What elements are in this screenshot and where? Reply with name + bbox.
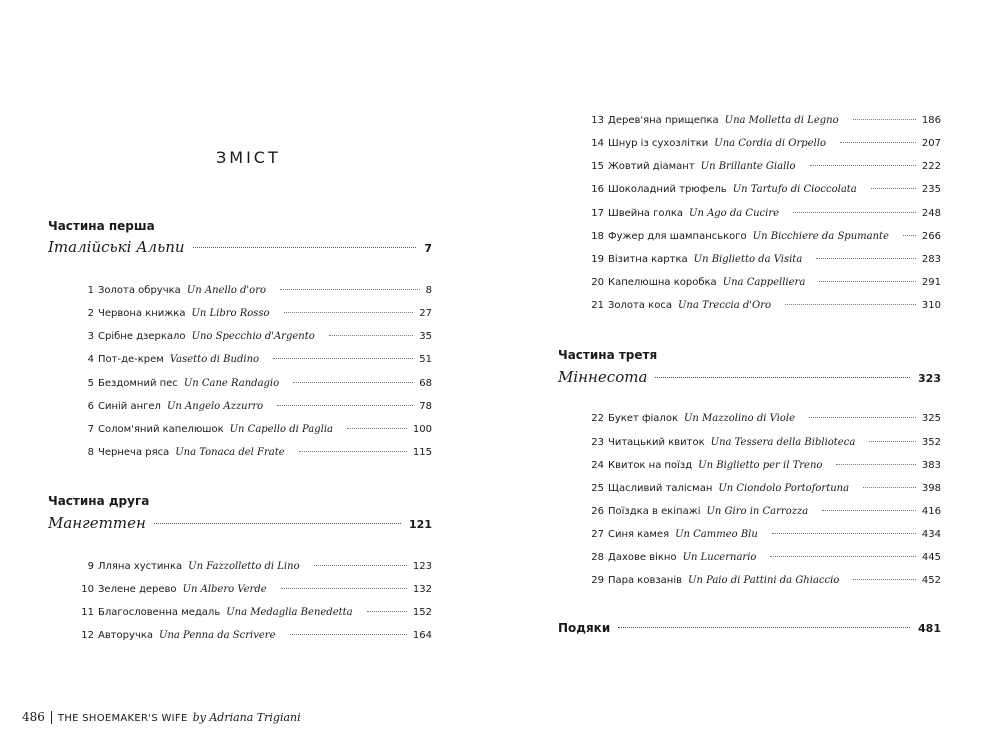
leader-dots [277, 405, 413, 406]
chapter-entry[interactable] [590, 138, 941, 154]
chapter-entry[interactable] [590, 460, 941, 476]
chapter-page-number: 325 [921, 413, 941, 424]
part-entry[interactable] [558, 368, 941, 388]
chapter-title-italian: Un Cammeo Blu [675, 529, 758, 540]
chapter-title-ukrainian: Синя камея [608, 529, 670, 540]
chapter-title-italian: Un Anello d'oro [186, 285, 267, 296]
chapter-number: 8 [87, 447, 94, 458]
chapter-entry[interactable] [80, 331, 432, 347]
chapter-page-number: 78 [419, 401, 432, 412]
chapter-title-italian: Vasetto di Budino [169, 354, 260, 365]
chapter-number: 21 [591, 300, 604, 311]
leader-dots [290, 634, 407, 635]
chapter-page-number: 35 [419, 331, 432, 342]
leader-dots [273, 358, 413, 359]
chapter-entry[interactable] [590, 231, 941, 247]
chapter-number: 15 [591, 161, 604, 172]
chapter-title-ukrainian: Шоколадний трюфель [608, 184, 727, 195]
chapter-number: 4 [87, 354, 94, 365]
footer-page-number: 486 [22, 710, 45, 724]
chapter-entry[interactable] [80, 401, 432, 417]
chapter-title-italian: Un Mazzolino di Viole [683, 413, 795, 424]
chapter-number: 24 [591, 460, 604, 471]
chapter-number: 1 [87, 285, 94, 296]
chapter-page-number: 398 [921, 483, 941, 494]
leader-dots [836, 464, 916, 465]
chapter-entry[interactable] [590, 483, 941, 499]
chapter-title-ukrainian: Щасливий талісман [608, 483, 713, 494]
chapter-title-italian: Un Ago da Cucire [689, 208, 780, 219]
leader-dots [314, 565, 407, 566]
chapter-page-number: 235 [921, 184, 941, 195]
leader-dots [869, 441, 916, 442]
leader-dots [618, 627, 910, 628]
chapter-title-italian: Un Giro in Carrozza [706, 506, 809, 517]
leader-dots [853, 579, 916, 580]
chapter-title-ukrainian: Чернеча ряса [98, 447, 170, 458]
chapter-entry[interactable] [80, 584, 432, 600]
chapter-title-italian: Una Tessera della Biblioteca [710, 437, 856, 448]
leader-dots [772, 533, 916, 534]
chapter-page-number: 266 [921, 231, 941, 242]
leader-dots [853, 119, 916, 120]
chapter-title-ukrainian: Авторучка [98, 630, 154, 641]
chapter-number: 26 [591, 506, 604, 517]
leader-dots [793, 212, 916, 213]
chapter-page-number: 164 [412, 630, 432, 641]
acknowledgments-page-number: 481 [918, 622, 941, 635]
chapter-title-ukrainian: Шнур із сухозлітки [608, 138, 709, 149]
leader-dots [822, 510, 916, 511]
chapter-number: 2 [87, 308, 94, 319]
chapter-page-number: 8 [425, 285, 432, 296]
chapter-page-number: 27 [419, 308, 432, 319]
chapter-entry[interactable] [590, 300, 941, 316]
leader-dots [770, 556, 916, 557]
chapter-entry[interactable] [590, 208, 941, 224]
chapter-title-italian: Uno Specchio d'Argento [191, 331, 315, 342]
chapter-page-number: 434 [921, 529, 941, 540]
chapter-title-italian: Un Libro Rosso [191, 308, 270, 319]
chapter-title-ukrainian: Солом'яний капелюшок [98, 424, 224, 435]
part-name: Міннесота [558, 368, 648, 386]
chapter-title-ukrainian: Благословенна медаль [98, 607, 221, 618]
chapter-title-italian: Un Angelo Azzurro [166, 401, 264, 412]
chapter-entry[interactable] [80, 561, 432, 577]
chapter-title-ukrainian: Читацький квиток [608, 437, 705, 448]
chapter-entry[interactable] [80, 285, 432, 301]
chapter-page-number: 115 [412, 447, 432, 458]
leader-dots [785, 304, 916, 305]
leader-dots [193, 247, 417, 248]
chapter-number: 3 [87, 331, 94, 342]
chapter-entry[interactable] [80, 607, 432, 623]
chapter-page-number: 283 [921, 254, 941, 265]
chapter-title-italian: Una Medaglia Benedetta [226, 607, 353, 618]
chapter-title-ukrainian: Швейна голка [608, 208, 684, 219]
chapter-title-italian: Una Cappelliera [722, 277, 806, 288]
chapter-entry[interactable] [590, 184, 941, 200]
chapter-title-italian: Una Cordia di Orpello [714, 138, 826, 149]
chapter-title-ukrainian: Фужер для шампанського [608, 231, 747, 242]
chapter-title-italian: Un Ciondolo Portofortuna [718, 483, 850, 494]
chapter-entry[interactable] [590, 413, 941, 429]
chapter-number: 6 [87, 401, 94, 412]
chapter-title-ukrainian: Бездомний пес [98, 378, 178, 389]
chapter-title-italian: Una Tonaca del Frate [175, 447, 285, 458]
chapter-title-ukrainian: Срібне дзеркало [98, 331, 186, 342]
chapter-title-italian: Un Biglietto per il Treno [698, 460, 823, 471]
chapter-entry[interactable] [590, 575, 941, 591]
chapter-number: 28 [591, 552, 604, 563]
chapter-title-ukrainian: Капелюшна коробка [608, 277, 717, 288]
chapter-title-italian: Un Lucernario [682, 552, 757, 563]
chapter-number: 29 [591, 575, 604, 586]
leader-dots [840, 142, 916, 143]
chapter-page-number: 132 [412, 584, 432, 595]
chapter-title-italian: Un Fazzolletto di Lino [188, 561, 300, 572]
chapter-page-number: 51 [419, 354, 432, 365]
chapter-page-number: 222 [921, 161, 941, 172]
chapter-title-ukrainian: Пот-де-крем [98, 354, 164, 365]
chapter-number: 13 [591, 115, 604, 126]
chapter-number: 10 [81, 584, 94, 595]
chapter-number: 20 [591, 277, 604, 288]
chapter-title-italian: Una Treccia d'Oro [677, 300, 772, 311]
chapter-page-number: 445 [921, 552, 941, 563]
leader-dots [655, 377, 910, 378]
chapter-page-number: 383 [921, 460, 941, 471]
chapter-title-ukrainian: Золота коса [608, 300, 672, 311]
chapter-title-ukrainian: Квиток на поїзд [608, 460, 693, 471]
part-label: Частина друга [48, 494, 150, 508]
leader-dots [809, 417, 916, 418]
chapter-title-ukrainian: Дахове вікно [608, 552, 677, 563]
chapter-page-number: 416 [921, 506, 941, 517]
leader-dots [281, 588, 407, 589]
leader-dots [154, 523, 401, 524]
chapter-title-ukrainian: Дерев'яна прищепка [608, 115, 719, 126]
leader-dots [329, 335, 413, 336]
leader-dots [299, 451, 407, 452]
chapter-title-italian: Un Paio di Pattini da Ghiaccio [688, 575, 840, 586]
chapter-number: 23 [591, 437, 604, 448]
chapter-title-italian: Un Biglietto da Visita [693, 254, 803, 265]
chapter-title-italian: Un Cane Randagio [183, 378, 280, 389]
chapter-entry[interactable] [80, 308, 432, 324]
chapter-page-number: 152 [412, 607, 432, 618]
acknowledgments-entry[interactable] [558, 621, 941, 641]
leader-dots [347, 428, 407, 429]
chapter-number: 25 [591, 483, 604, 494]
chapter-number: 16 [591, 184, 604, 195]
chapter-entry[interactable] [590, 506, 941, 522]
leader-dots [280, 289, 420, 290]
chapter-entry[interactable] [80, 630, 432, 646]
chapter-title-ukrainian: Візитна картка [608, 254, 688, 265]
chapter-entry[interactable] [590, 437, 941, 453]
chapter-number: 27 [591, 529, 604, 540]
chapter-page-number: 248 [921, 208, 941, 219]
part-entry[interactable] [48, 238, 432, 258]
footer-byline: by Adriana Trigiani [192, 711, 301, 724]
page-title: ЗМІСТ [216, 148, 281, 167]
chapter-number: 5 [87, 378, 94, 389]
chapter-title-italian: Un Albero Verde [182, 584, 267, 595]
chapter-title-ukrainian: Золота обручка [98, 285, 181, 296]
chapter-entry[interactable] [590, 161, 941, 177]
part-label: Частина третя [558, 348, 658, 362]
chapter-page-number: 68 [419, 378, 432, 389]
leader-dots [871, 188, 916, 189]
part-entry[interactable] [48, 514, 432, 534]
leader-dots [819, 281, 916, 282]
chapter-entry[interactable] [590, 552, 941, 568]
chapter-number: 7 [87, 424, 94, 435]
chapter-page-number: 100 [412, 424, 432, 435]
chapter-title-ukrainian: Синій ангел [98, 401, 161, 412]
chapter-entry[interactable] [590, 115, 941, 131]
chapter-number: 14 [591, 138, 604, 149]
leader-dots [903, 235, 916, 236]
chapter-page-number: 123 [412, 561, 432, 572]
chapter-number: 19 [591, 254, 604, 265]
footer-divider [51, 711, 52, 724]
part-page-number: 121 [409, 518, 432, 531]
part-page-number: 7 [424, 242, 432, 255]
leader-dots [293, 382, 413, 383]
chapter-title-italian: Una Molletta di Legno [724, 115, 839, 126]
chapter-title-ukrainian: Червона книжка [98, 308, 186, 319]
chapter-number: 9 [87, 561, 94, 572]
part-label: Частина перша [48, 219, 155, 233]
chapter-entry[interactable] [80, 447, 432, 463]
chapter-title-italian: Una Penna da Scrivere [159, 630, 276, 641]
chapter-page-number: 186 [921, 115, 941, 126]
chapter-entry[interactable] [80, 378, 432, 394]
chapter-title-ukrainian: Поїздка в екіпажі [608, 506, 701, 517]
chapter-entry[interactable] [590, 277, 941, 293]
acknowledgments-label: Подяки [558, 621, 611, 635]
part-name: Італійські Альпи [48, 238, 185, 256]
chapter-entry[interactable] [590, 254, 941, 270]
chapter-title-ukrainian: Лляна хустинка [98, 561, 183, 572]
chapter-page-number: 452 [921, 575, 941, 586]
chapter-entry[interactable] [80, 354, 432, 370]
chapter-title-italian: Un Tartufo di Cioccolata [732, 184, 857, 195]
chapter-number: 17 [591, 208, 604, 219]
leader-dots [284, 312, 414, 313]
leader-dots [810, 165, 916, 166]
footer-book-title: THE SHOEMAKER'S WIFE [57, 713, 188, 724]
leader-dots [367, 611, 407, 612]
part-page-number: 323 [918, 372, 941, 385]
page-footer [22, 710, 301, 724]
chapter-title-ukrainian: Пара ковзанів [608, 575, 683, 586]
chapter-title-ukrainian: Жовтий діамант [608, 161, 695, 172]
chapter-title-ukrainian: Букет фіалок [608, 413, 678, 424]
chapter-page-number: 352 [921, 437, 941, 448]
chapter-entry[interactable] [590, 529, 941, 545]
chapter-page-number: 207 [921, 138, 941, 149]
part-name: Мангеттен [48, 514, 146, 532]
chapter-page-number: 291 [921, 277, 941, 288]
leader-dots [863, 487, 916, 488]
chapter-title-italian: Un Bicchiere da Spumante [752, 231, 889, 242]
leader-dots [816, 258, 916, 259]
chapter-page-number: 310 [921, 300, 941, 311]
chapter-number: 22 [591, 413, 604, 424]
chapter-number: 12 [81, 630, 94, 641]
chapter-title-italian: Un Brillante Giallo [700, 161, 796, 172]
chapter-entry[interactable] [80, 424, 432, 440]
chapter-number: 11 [81, 607, 94, 618]
chapter-title-ukrainian: Зелене дерево [98, 584, 177, 595]
chapter-number: 18 [591, 231, 604, 242]
chapter-title-italian: Un Capello di Paglia [229, 424, 333, 435]
